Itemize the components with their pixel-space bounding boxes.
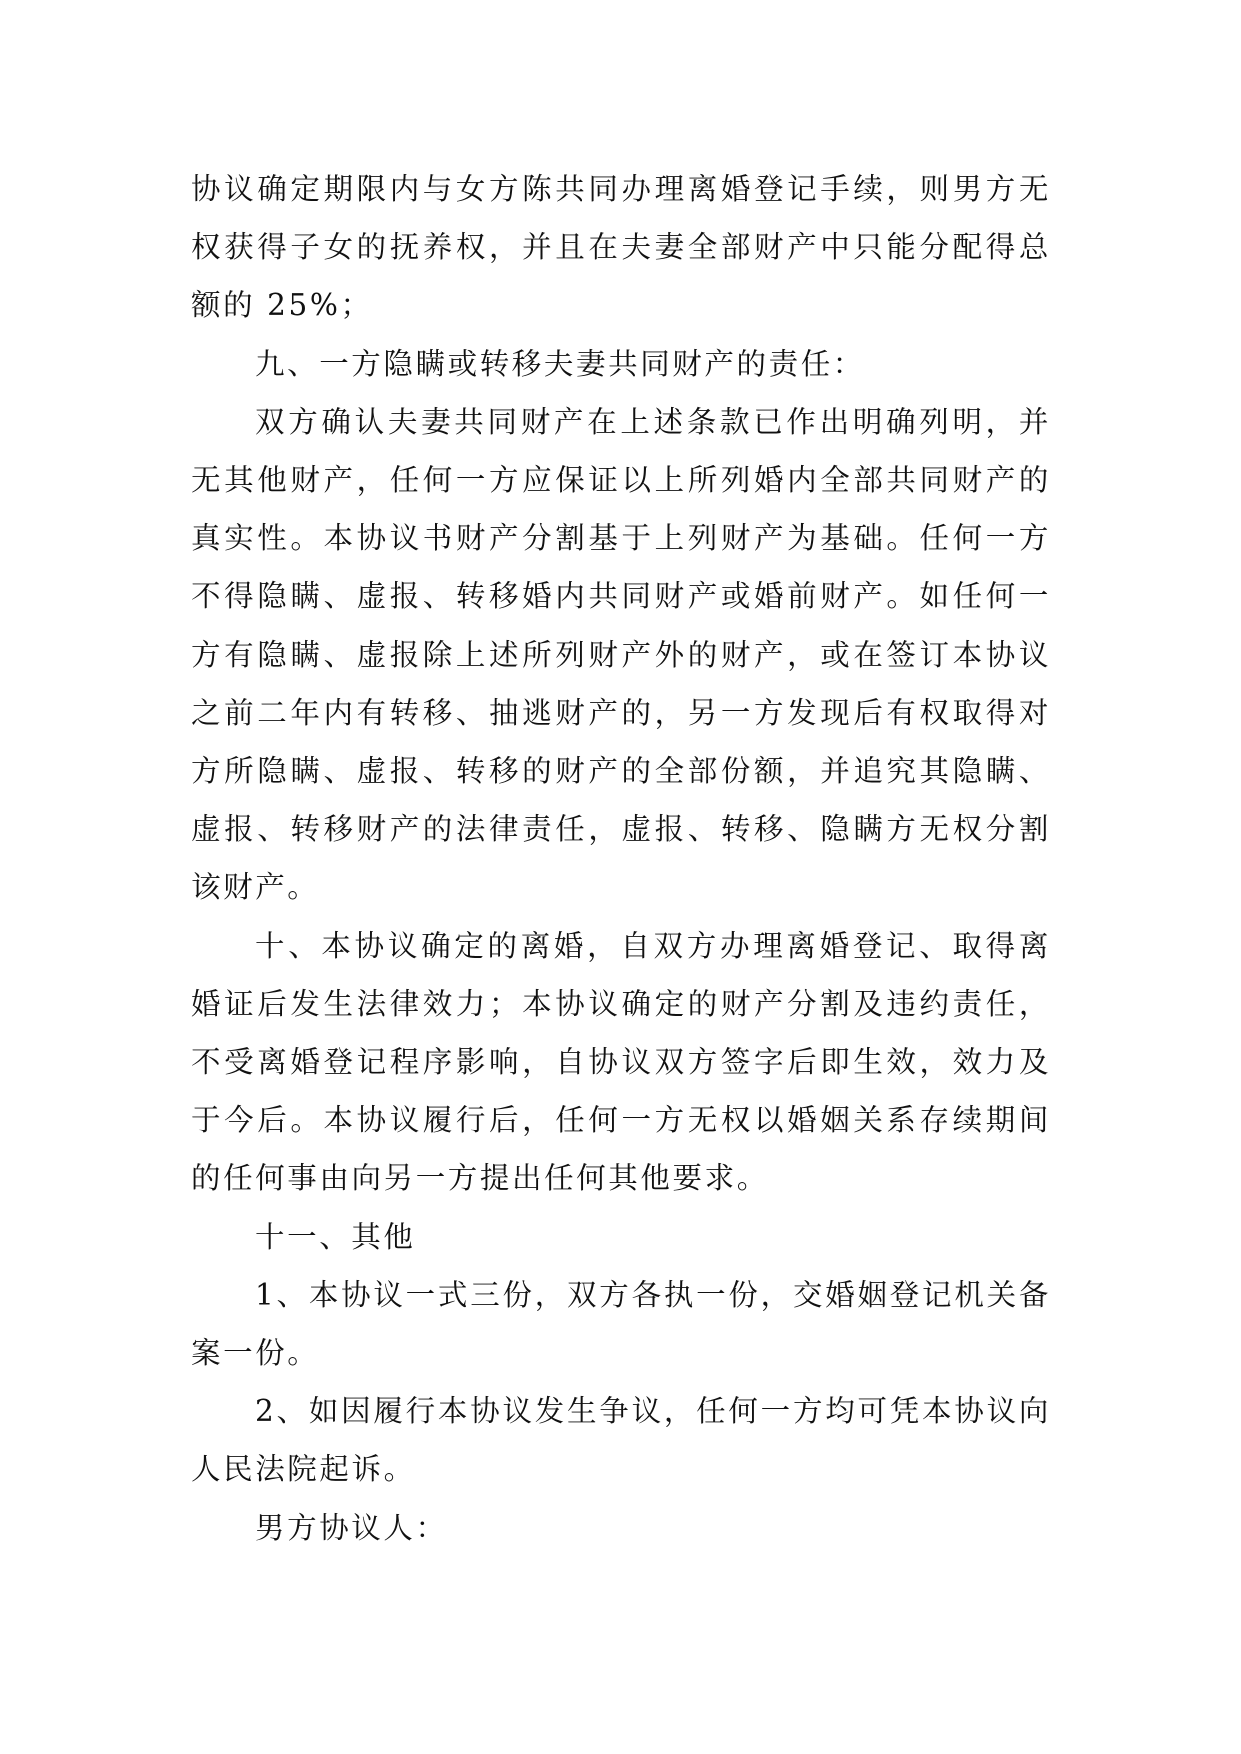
paragraph-property-concealment: 双方确认夫妻共同财产在上述条款已作出明确列明，并无其他财产，任何一方应保证以上所列婚内全部共同财产的真实性。本协议书财产分割基于上列财产为基础。任何一方不得隐瞒、虚报、转移婚内共同财产或婚前财产。如任何一方有隐瞒、虚报除上述所列财产外的财产，或在签订本协议之前二年内有转移、抽逃财产的，另一方发现后有权取得对方所隐瞒、虚报、转移的财产的全部份额，并追究其隐瞒、虚报、转移财产的法律责任，虚报、转移、隐瞒方无权分割该财产。 [191, 404, 1051, 905]
section-heading-nine: 九、一方隐瞒或转移夫妻共同财产的责任： [255, 346, 865, 381]
signature-label-male: 男方协议人： [255, 1510, 448, 1545]
document-body [191, 160, 1051, 1557]
clause-dispute: 2、如因履行本协议发生争议，任何一方均可凭本协议向人民法院起诉。 [191, 1394, 1051, 1487]
paragraph-section-ten: 十、本协议确定的离婚，自双方办理离婚登记、取得离婚证后发生法律效力；本协议确定的财产分割及违约责任，不受离婚登记程序影响，自协议双方签字后即生效，效力及于今后。本协议履行后，任何一方无权以婚姻关系存续期间的任何事由向另一方提出任何其他要求。 [191, 928, 1051, 1196]
section-heading-eleven: 十一、其他 [255, 1219, 416, 1254]
clause-copies: 1、本协议一式三份，双方各执一份，交婚姻登记机关备案一份。 [191, 1277, 1051, 1371]
paragraph-continuation: 协议确定期限内与女方陈共同办理离婚登记手续，则男方无权获得子女的抚养权，并且在夫妻全部财产中只能分配得总额的 25%； [191, 172, 1051, 323]
